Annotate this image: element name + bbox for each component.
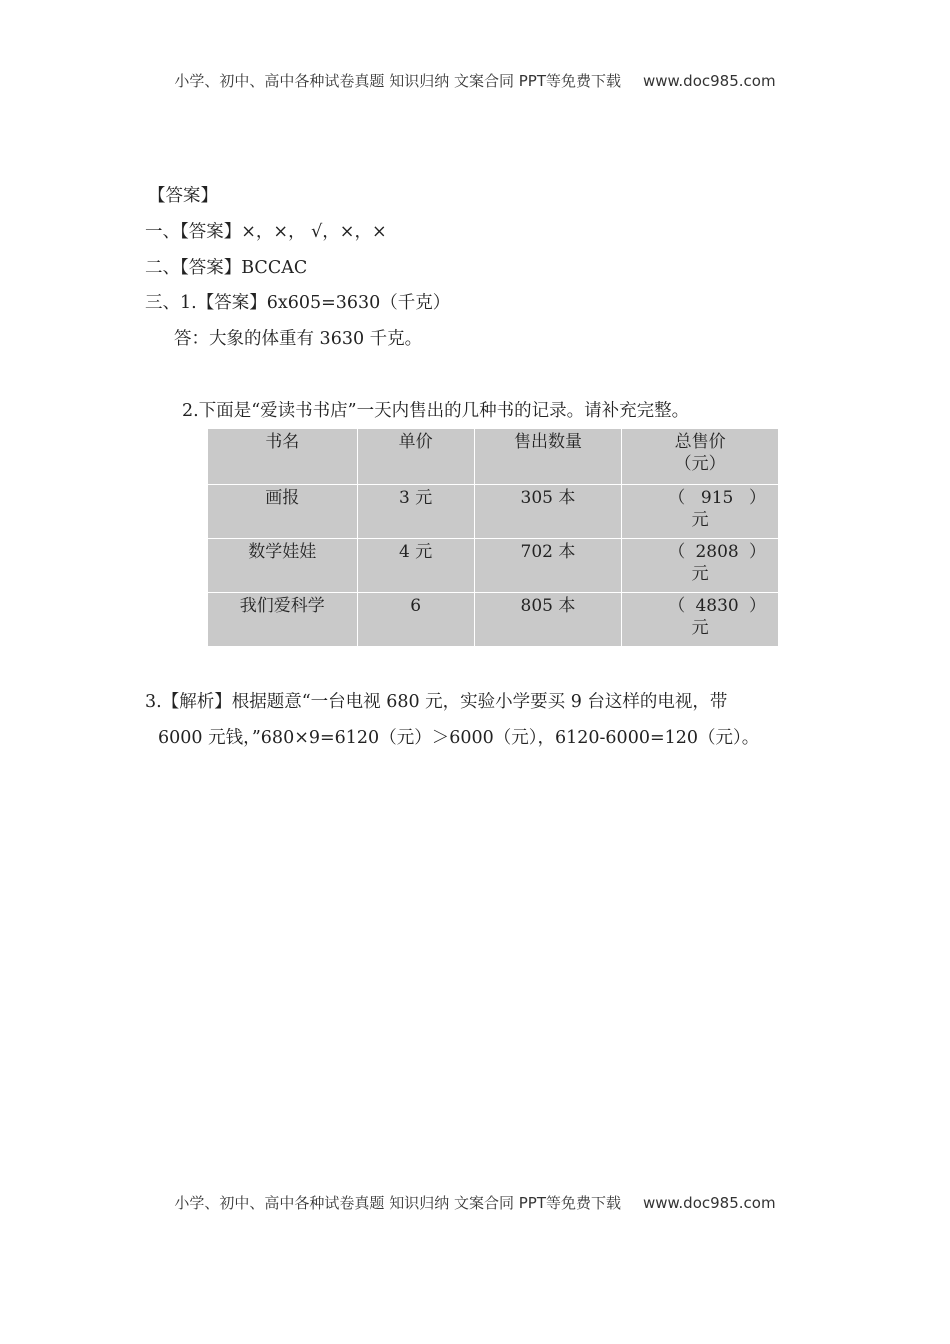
cell-total (622, 539, 779, 593)
header-unit-price: 单价 (357, 429, 474, 485)
footer-site: www.doc985.com (642, 1194, 776, 1212)
answer-part1: 一、【答案】×，×， √，×，× (145, 222, 387, 242)
footer-text: 小学、初中、高中各种试卷真题 知识归纳 文案合同 PPT等免费下载 (174, 1194, 621, 1212)
table-row (208, 593, 779, 647)
cell-total (622, 593, 779, 647)
table-header-row (208, 429, 779, 485)
table-row (208, 485, 779, 539)
cell-price: 3 元 (357, 485, 474, 539)
cell-name: 我们爱科学 (208, 593, 358, 647)
open-paren: （ (668, 596, 686, 616)
header-text: 小学、初中、高中各种试卷真题 知识归纳 文案合同 PPT等免费下载 (174, 72, 621, 90)
close-paren: ） (749, 488, 766, 508)
total-unit: 元 (691, 510, 709, 530)
total-value: 2808 (695, 542, 739, 562)
answer-part3-q1: 三、1.【答案】6x605=3630（千克） (145, 293, 451, 313)
cell-qty: 805 本 (474, 593, 622, 647)
header-book-name: 书名 (208, 429, 358, 485)
answer-part3-q1-answer: 答：大象的体重有 3630 千克。 (174, 329, 423, 349)
cell-qty: 305 本 (474, 485, 622, 539)
cell-price: 6 (357, 593, 474, 647)
cell-name: 画报 (208, 485, 358, 539)
cell-name: 数学娃娃 (208, 539, 358, 593)
total-unit: 元 (691, 618, 709, 638)
open-paren: （ (668, 542, 686, 562)
close-paren: ） (749, 596, 766, 616)
page-header (0, 70, 950, 91)
book-sales-table (207, 428, 779, 647)
header-site: www.doc985.com (642, 72, 776, 90)
answer-part2: 二、【答案】BCCAC (145, 258, 308, 278)
header-total-label: 总售价 (674, 432, 726, 452)
answer-part3-q3-line2: 6000 元钱，”680×9=6120（元）＞6000（元），6120-6000=120（元）。 (158, 728, 760, 748)
cell-total (622, 485, 779, 539)
answer-part3-q3-line1: 3.【解析】根据题意“一台电视 680 元，实验小学要买 9 台这样的电视，带 (145, 692, 728, 712)
header-total (622, 429, 779, 485)
table-row (208, 539, 779, 593)
answers-title: 【答案】 (148, 186, 218, 206)
cell-qty: 702 本 (474, 539, 622, 593)
close-paren: ） (749, 542, 766, 562)
total-value: 915 (700, 488, 734, 508)
answer-part3-q2: 2.下面是“爱读书书店”一天内售出的几种书的记录。请补充完整。 (182, 401, 690, 421)
open-paren: （ (668, 488, 686, 508)
cell-price: 4 元 (357, 539, 474, 593)
header-quantity: 售出数量 (474, 429, 622, 485)
header-total-unit: （元） (674, 454, 726, 474)
total-value: 4830 (695, 596, 739, 616)
page-footer (0, 1192, 950, 1213)
total-unit: 元 (691, 564, 709, 584)
